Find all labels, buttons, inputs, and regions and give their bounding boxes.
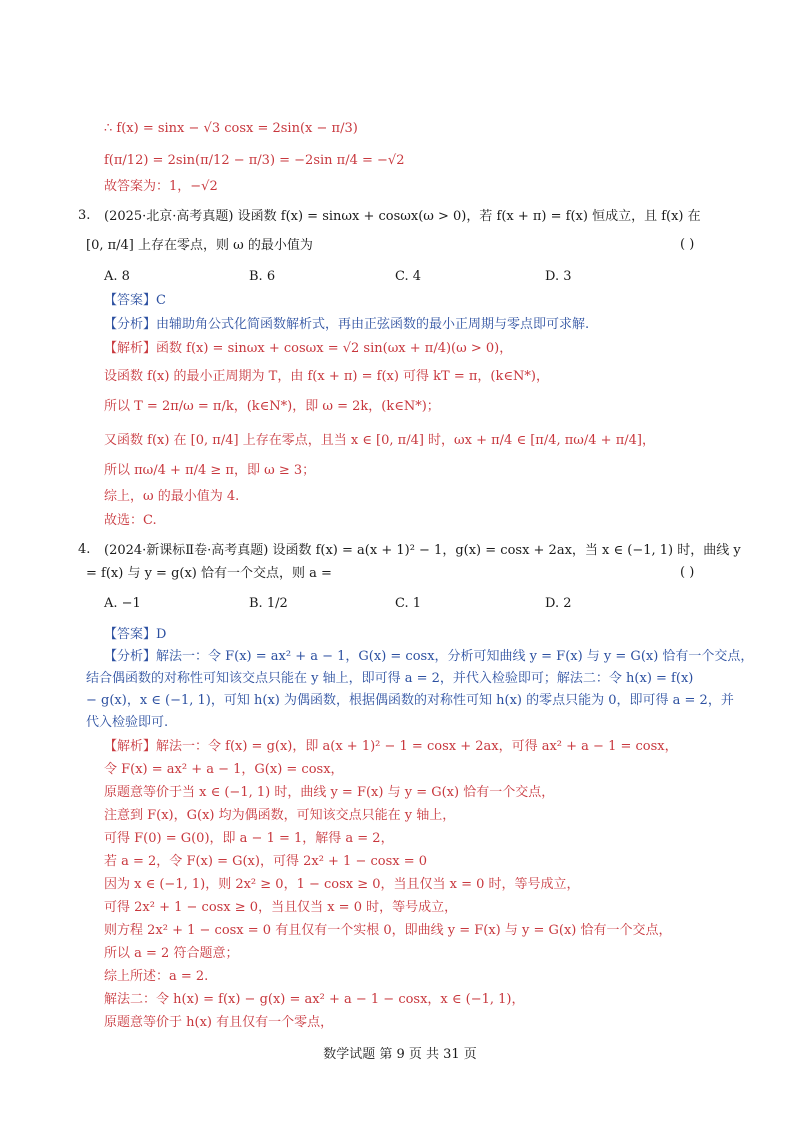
solution-line: 注意到 F(x)，G(x) 均为偶函数，可知该交点只能在 y 轴上，	[104, 808, 456, 823]
option-b: B. 6	[249, 269, 276, 284]
solution-line: ∴ f(x) = sinx − √3 cosx = 2sin(x − π/3)	[104, 121, 358, 136]
solution-line: f(π/12) = 2sin(π/12 − π/3) = −2sin π/4 = −√2	[104, 153, 405, 168]
option-a: A. −1	[104, 596, 141, 611]
solution-line: 因为 x ∈ (−1, 1)，则 2x² ≥ 0，1 − cosx ≥ 0，当且仅当 x = 0 时，等号成立，	[104, 877, 580, 892]
analysis-text: 【分析】由辅助角公式化简函数解析式，再由正弦函数的最小正周期与零点即可求解.	[104, 317, 590, 332]
answer-bracket: ( )	[680, 237, 695, 252]
option-b: B. 1/2	[249, 596, 288, 611]
solution-line: 则方程 2x² + 1 − cosx = 0 有且仅有一个实根 0，即曲线 y = F(x) 与 y = G(x) 恰有一个交点，	[104, 923, 672, 938]
solution-line: 所以 a = 2 符合题意；	[104, 946, 239, 961]
question-number: 3.	[78, 208, 91, 223]
answer-label: 【答案】C	[104, 293, 166, 308]
question-stem: = f(x) 与 y = g(x) 恰有一个交点，则 a =	[86, 566, 332, 581]
solution-line: 【解析】解法一：令 f(x) = g(x)，即 a(x + 1)² − 1 = cosx + 2ax，可得 ax² + a − 1 = cosx，	[104, 739, 678, 754]
solution-line: 故选：C.	[104, 513, 157, 528]
question-stem: (2025·北京·高考真题) 设函数 f(x) = sinωx + cosωx(ω > 0)，若 f(x + π) = f(x) 恒成立，且 f(x) 在	[104, 209, 701, 224]
solution-line: 若 a = 2，令 F(x) = G(x)，可得 2x² + 1 − cosx = 0	[104, 854, 428, 869]
option-d: D. 3	[545, 269, 572, 284]
solution-line: 可得 2x² + 1 − cosx ≥ 0，当且仅当 x = 0 时，等号成立，	[104, 900, 458, 915]
solution-line: 所以 T = 2π/ω = π/k，(k∈N*)，即 ω = 2k，(k∈N*)；	[104, 399, 440, 414]
answer-bracket: ( )	[680, 565, 695, 580]
analysis-text: − g(x)，x ∈ (−1, 1)，可知 h(x) 为偶函数，根据偶函数的对称性可知 h(x) 的零点只能为 0，即可得 a = 2，并	[86, 693, 734, 708]
solution-line: 综上所述：a = 2.	[104, 969, 209, 984]
answer-label: 【答案】D	[104, 627, 167, 642]
page-footer: 数学试题 第 9 页 共 31 页	[323, 1047, 477, 1062]
option-c: C. 4	[395, 269, 422, 284]
solution-line: 设函数 f(x) 的最小正周期为 T，由 f(x + π) = f(x) 可得 kT = π，(k∈N*)，	[104, 369, 549, 384]
analysis-text: 代入检验即可.	[86, 715, 169, 730]
option-d: D. 2	[545, 596, 572, 611]
solution-line: 可得 F(0) = G(0)，即 a − 1 = 1，解得 a = 2，	[104, 831, 394, 846]
solution-line: 【解析】函数 f(x) = sinωx + cosωx = √2 sin(ωx + π/4)(ω > 0)，	[104, 341, 513, 356]
option-c: C. 1	[395, 596, 422, 611]
option-a: A. 8	[104, 269, 130, 284]
analysis-text: 结合偶函数的对称性可知该交点只能在 y 轴上，即可得 a = 2，并代入检验即可；解法二：令 h(x) = f(x)	[86, 671, 694, 686]
question-number: 4.	[78, 542, 91, 557]
solution-line: 原题意等价于 h(x) 有且仅有一个零点，	[104, 1015, 334, 1030]
solution-line: 综上，ω 的最小值为 4.	[104, 489, 240, 504]
solution-line: 原题意等价于当 x ∈ (−1, 1) 时，曲线 y = F(x) 与 y = G(x) 恰有一个交点，	[104, 785, 555, 800]
solution-line: 解法二：令 h(x) = f(x) − g(x) = ax² + a − 1 − cosx，x ∈ (−1, 1)，	[104, 992, 525, 1007]
solution-line: 所以 πω/4 + π/4 ≥ π，即 ω ≥ 3；	[104, 463, 316, 478]
question-stem: (2024·新课标Ⅱ卷·高考真题) 设函数 f(x) = a(x + 1)² − 1，g(x) = cosx + 2ax，当 x ∈ (−1, 1) 时，曲线 y	[104, 543, 741, 558]
solution-line: 故答案为：1，−√2	[104, 179, 218, 194]
solution-line: 又函数 f(x) 在 [0, π/4] 上存在零点，且当 x ∈ [0, π/4] 时，ωx + π/4 ∈ [π/4, πω/4 + π/4]，	[104, 433, 655, 448]
analysis-text: 【分析】解法一：令 F(x) = ax² + a − 1，G(x) = cosx，分析可知曲线 y = F(x) 与 y = G(x) 恰有一个交点，	[104, 649, 754, 664]
question-stem: [0, π/4] 上存在零点，则 ω 的最小值为	[86, 238, 313, 253]
solution-line: 令 F(x) = ax² + a − 1，G(x) = cosx，	[104, 762, 344, 777]
